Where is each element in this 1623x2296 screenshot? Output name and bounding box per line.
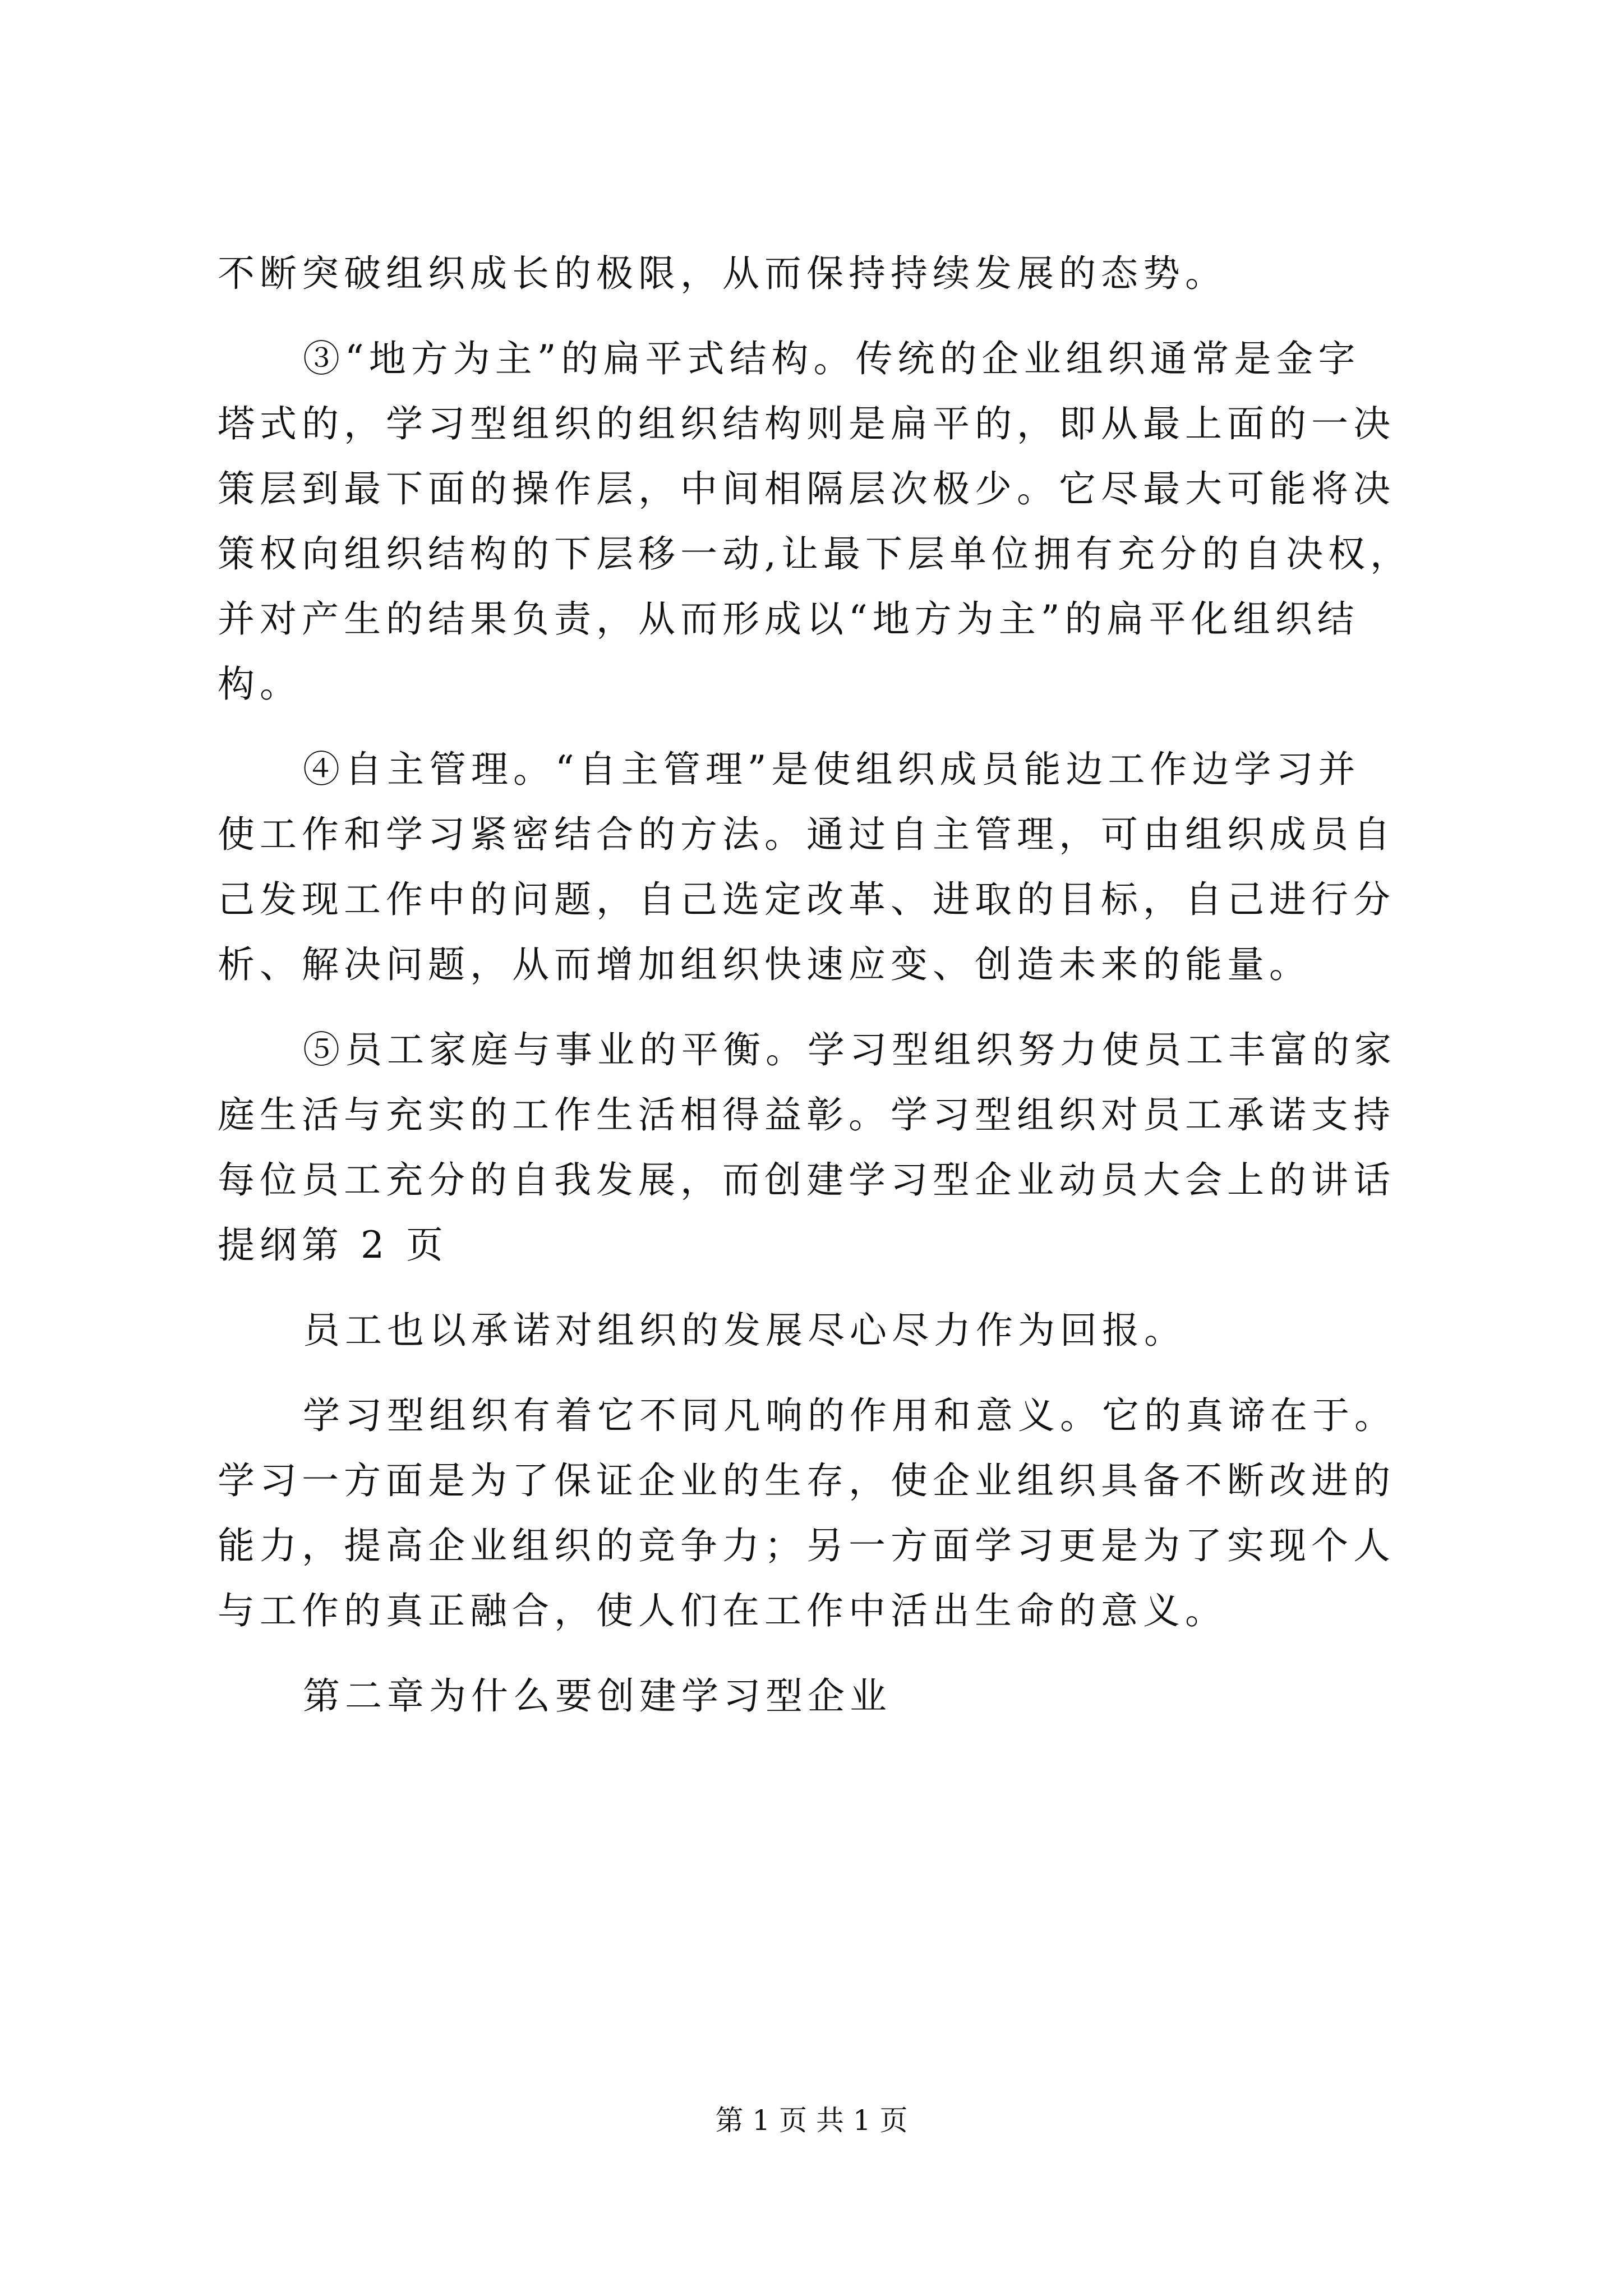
text-line: 塔式的，学习型组织的组织结构则是扁平的，即从最上面的一决 xyxy=(218,402,1395,445)
text-line: ④自主管理。“自主管理”是使组织成员能边工作边学习并 xyxy=(303,748,1361,791)
text-line: 学习一方面是为了保证企业的生存，使企业组织具备不断改进的 xyxy=(218,1459,1395,1502)
text-line: 策层到最下面的操作层，中间相隔层次极少。它尽最大可能将决 xyxy=(218,467,1395,510)
paragraph-gap xyxy=(218,306,1429,326)
text-line: 与工作的真正融合，使人们在工作中活出生命的意义。 xyxy=(218,1589,1227,1632)
document-body xyxy=(218,241,1429,1729)
text-line: 庭生活与充实的工作生活相得益彰。学习型组织对员工承诺支持 xyxy=(218,1093,1395,1137)
paragraph-gap xyxy=(218,1644,1429,1664)
text-line: 第二章为什么要创建学习型企业 xyxy=(303,1674,892,1718)
text-line: 策权向组织结构的下层移一动,让最下层单位拥有充分的自决权， xyxy=(218,532,1412,576)
text-line: 每位员工充分的自我发展，而创建学习型企业动员大会上的讲话 xyxy=(218,1158,1395,1202)
paragraph xyxy=(218,326,1429,717)
page-footer: 第 1 页 共 1 页 xyxy=(715,2104,908,2137)
paragraph xyxy=(218,1383,1429,1644)
paragraph xyxy=(218,1298,1429,1363)
text-line: 学习型组织有着它不同凡响的作用和意义。它的真谛在于。 xyxy=(303,1394,1396,1437)
text-line: 析、解决问题，从而增加组织快速应变、创造未来的能量。 xyxy=(218,943,1311,986)
paragraph-gap xyxy=(218,1363,1429,1383)
paragraph-gap xyxy=(218,717,1429,737)
paragraph xyxy=(218,1018,1429,1278)
paragraph xyxy=(218,241,1429,306)
paragraph xyxy=(218,737,1429,997)
paragraph-gap xyxy=(218,997,1429,1018)
text-line: 提纲第 2 页 xyxy=(218,1223,448,1267)
text-line: 能力，提高企业组织的竞争力；另一方面学习更是为了实现个人 xyxy=(218,1524,1395,1567)
text-line: ⑤员工家庭与事业的平衡。学习型组织努力使员工丰富的家 xyxy=(303,1028,1396,1071)
text-line: 员工也以承诺对组织的发展尽心尽力作为回报。 xyxy=(303,1309,1186,1352)
text-line: 不断突破组织成长的极限，从而保持持续发展的态势。 xyxy=(218,252,1227,295)
paragraph xyxy=(218,1664,1429,1729)
text-line: 己发现工作中的问题，自己选定改革、进取的目标，自己进行分 xyxy=(218,878,1395,921)
text-line: 构。 xyxy=(218,662,302,706)
text-line: ③“地方为主”的扁平式结构。传统的企业组织通常是金字 xyxy=(303,337,1361,380)
text-line: 使工作和学习紧密结合的方法。通过自主管理，可由组织成员自 xyxy=(218,813,1395,856)
text-line: 并对产生的结果负责，从而形成以“地方为主”的扁平化组织结 xyxy=(218,597,1359,641)
paragraph-gap xyxy=(218,1278,1429,1298)
